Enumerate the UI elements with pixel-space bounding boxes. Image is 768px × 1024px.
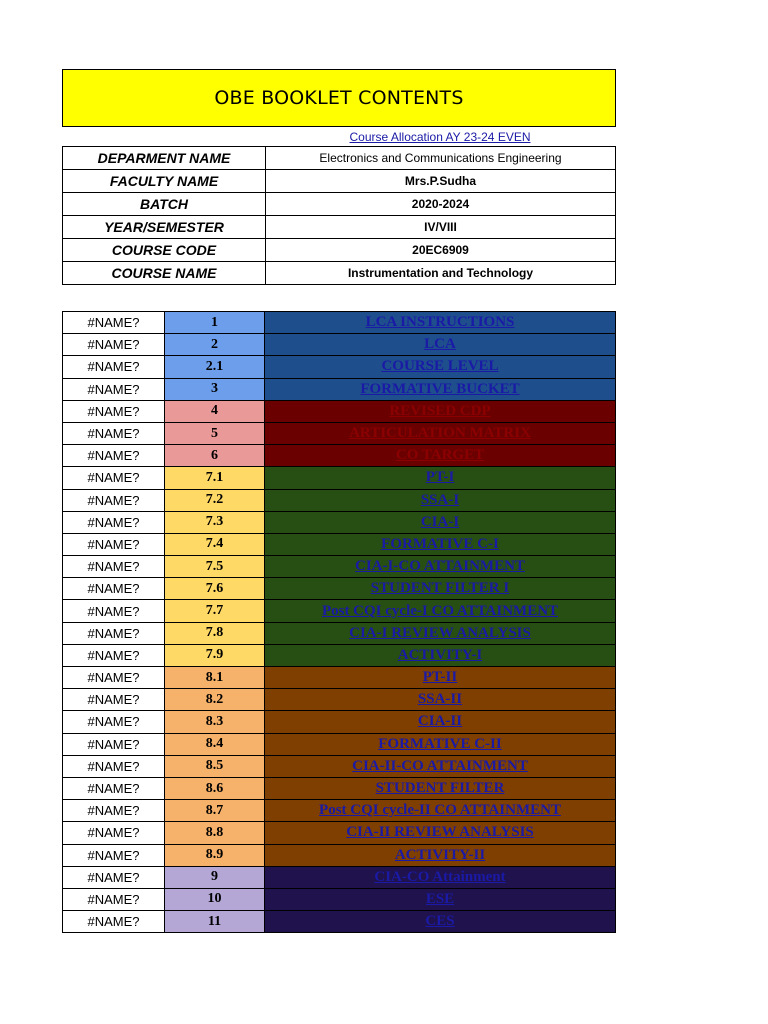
booklet-title: OBE BOOKLET CONTENTS (214, 87, 464, 109)
row-status-cell: #NAME? (63, 800, 165, 822)
row-number-cell: 8.3 (165, 711, 265, 733)
row-status-cell: #NAME? (63, 400, 165, 422)
info-row-department (63, 147, 616, 170)
contents-row (63, 644, 616, 666)
row-number-cell: 5 (165, 422, 265, 444)
section-link[interactable]: CES (265, 911, 616, 933)
row-status-cell: #NAME? (63, 911, 165, 933)
contents-row (63, 866, 616, 888)
row-number-cell: 7.9 (165, 644, 265, 666)
row-number-cell: 6 (165, 445, 265, 467)
contents-row (63, 622, 616, 644)
row-status-cell: #NAME? (63, 689, 165, 711)
row-number-cell: 2 (165, 334, 265, 356)
section-link[interactable]: PT-II (265, 667, 616, 689)
info-label: YEAR/SEMESTER (63, 216, 266, 239)
row-number-cell: 7.3 (165, 511, 265, 533)
contents-row (63, 511, 616, 533)
contents-row (63, 400, 616, 422)
section-link[interactable]: ACTIVITY-II (265, 844, 616, 866)
row-number-cell: 4 (165, 400, 265, 422)
row-status-cell: #NAME? (63, 733, 165, 755)
row-status-cell: #NAME? (63, 356, 165, 378)
row-status-cell: #NAME? (63, 622, 165, 644)
info-label: COURSE CODE (63, 239, 266, 262)
info-label: FACULTY NAME (63, 170, 266, 193)
row-number-cell: 9 (165, 866, 265, 888)
row-status-cell: #NAME? (63, 711, 165, 733)
contents-row (63, 312, 616, 334)
row-status-cell: #NAME? (63, 600, 165, 622)
contents-row (63, 822, 616, 844)
row-status-cell: #NAME? (63, 667, 165, 689)
info-row-year-semester (63, 216, 616, 239)
section-link[interactable]: ARTICULATION MATRIX (265, 422, 616, 444)
row-status-cell: #NAME? (63, 533, 165, 555)
row-number-cell: 7.2 (165, 489, 265, 511)
contents-row (63, 334, 616, 356)
section-link[interactable]: COURSE LEVEL (265, 356, 616, 378)
row-status-cell: #NAME? (63, 378, 165, 400)
section-link[interactable]: LCA (265, 334, 616, 356)
section-link[interactable]: PT-I (265, 467, 616, 489)
section-link[interactable]: FORMATIVE C-I (265, 533, 616, 555)
section-link[interactable]: SSA-I (265, 489, 616, 511)
section-link[interactable]: LCA INSTRUCTIONS (265, 312, 616, 334)
contents-row (63, 422, 616, 444)
section-link[interactable]: FORMATIVE BUCKET (265, 378, 616, 400)
info-value: Electronics and Communications Engineering (266, 147, 616, 170)
contents-row (63, 711, 616, 733)
contents-row (63, 844, 616, 866)
contents-row (63, 533, 616, 555)
contents-row (63, 356, 616, 378)
row-status-cell: #NAME? (63, 556, 165, 578)
info-row-batch (63, 193, 616, 216)
contents-row (63, 556, 616, 578)
contents-row (63, 888, 616, 910)
contents-table (62, 311, 616, 933)
section-link[interactable]: SSA-II (265, 689, 616, 711)
info-value: Instrumentation and Technology (266, 262, 616, 285)
row-number-cell: 7.7 (165, 600, 265, 622)
row-status-cell: #NAME? (63, 312, 165, 334)
row-status-cell: #NAME? (63, 888, 165, 910)
contents-row (63, 578, 616, 600)
section-link[interactable]: FORMATIVE C-II (265, 733, 616, 755)
row-status-cell: #NAME? (63, 844, 165, 866)
info-row-faculty (63, 170, 616, 193)
contents-row (63, 467, 616, 489)
row-number-cell: 8.6 (165, 777, 265, 799)
row-status-cell: #NAME? (63, 422, 165, 444)
contents-row (63, 378, 616, 400)
contents-row (63, 600, 616, 622)
row-number-cell: 7.1 (165, 467, 265, 489)
row-status-cell: #NAME? (63, 777, 165, 799)
section-link[interactable]: STUDENT FILTER I (265, 578, 616, 600)
booklet-title-banner (62, 69, 616, 127)
contents-row (63, 733, 616, 755)
row-status-cell: #NAME? (63, 445, 165, 467)
row-status-cell: #NAME? (63, 334, 165, 356)
info-value: 20EC6909 (266, 239, 616, 262)
course-info-table (62, 146, 616, 285)
info-value: Mrs.P.Sudha (266, 170, 616, 193)
section-link[interactable]: ACTIVITY-I (265, 644, 616, 666)
row-number-cell: 8.8 (165, 822, 265, 844)
row-status-cell: #NAME? (63, 755, 165, 777)
info-label: BATCH (63, 193, 266, 216)
row-number-cell: 10 (165, 888, 265, 910)
row-number-cell: 7.4 (165, 533, 265, 555)
row-number-cell: 8.4 (165, 733, 265, 755)
section-link[interactable]: Post CQI cycle-I CO ATTAINMENT (265, 600, 616, 622)
section-link[interactable]: CIA-I (265, 511, 616, 533)
row-status-cell: #NAME? (63, 489, 165, 511)
info-label: COURSE NAME (63, 262, 266, 285)
contents-row (63, 489, 616, 511)
row-number-cell: 8.2 (165, 689, 265, 711)
row-number-cell: 2.1 (165, 356, 265, 378)
section-link[interactable]: CIA-I REVIEW ANALYSIS (265, 622, 616, 644)
info-row-course-name (63, 262, 616, 285)
row-number-cell: 7.8 (165, 622, 265, 644)
row-number-cell: 7.6 (165, 578, 265, 600)
row-number-cell: 8.9 (165, 844, 265, 866)
section-link[interactable]: ESE (265, 888, 616, 910)
contents-row (63, 777, 616, 799)
section-link[interactable]: CIA-I-CO ATTAINMENT (265, 556, 616, 578)
row-number-cell: 8.5 (165, 755, 265, 777)
section-link[interactable]: CIA-CO Attainment (265, 866, 616, 888)
contents-row (63, 911, 616, 933)
row-number-cell: 11 (165, 911, 265, 933)
row-status-cell: #NAME? (63, 644, 165, 666)
row-number-cell: 7.5 (165, 556, 265, 578)
section-link[interactable]: CIA-II REVIEW ANALYSIS (265, 822, 616, 844)
contents-row (63, 445, 616, 467)
info-label: DEPARMENT NAME (63, 147, 266, 170)
row-number-cell: 8.1 (165, 667, 265, 689)
row-status-cell: #NAME? (63, 822, 165, 844)
row-number-cell: 1 (165, 312, 265, 334)
row-status-cell: #NAME? (63, 578, 165, 600)
section-link[interactable]: STUDENT FILTER (265, 777, 616, 799)
contents-row (63, 667, 616, 689)
course-allocation-link[interactable]: Course Allocation AY 23-24 EVEN (349, 130, 531, 144)
contents-row (63, 755, 616, 777)
info-row-course-code (63, 239, 616, 262)
section-link[interactable]: CIA-II (265, 711, 616, 733)
section-link[interactable]: Post CQI cycle-II CO ATTAINMENT (265, 800, 616, 822)
info-value: IV/VIII (266, 216, 616, 239)
row-status-cell: #NAME? (63, 866, 165, 888)
contents-row (63, 689, 616, 711)
info-value: 2020-2024 (266, 193, 616, 216)
section-link[interactable]: REVISED CDP (265, 400, 616, 422)
row-status-cell: #NAME? (63, 511, 165, 533)
section-link[interactable]: CO TARGET (265, 445, 616, 467)
contents-row (63, 800, 616, 822)
section-link[interactable]: CIA-II-CO ATTAINMENT (265, 755, 616, 777)
row-status-cell: #NAME? (63, 467, 165, 489)
row-number-cell: 8.7 (165, 800, 265, 822)
row-number-cell: 3 (165, 378, 265, 400)
